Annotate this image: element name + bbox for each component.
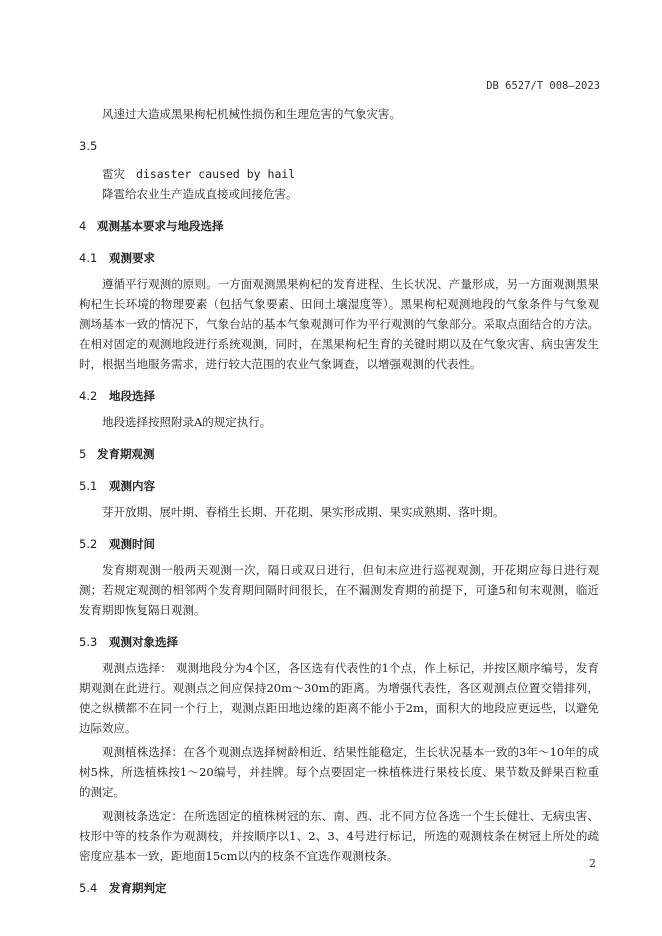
- section-title: 观测基本要求与地段选择: [97, 219, 224, 233]
- term-chinese: 雹灾: [102, 167, 125, 181]
- page-content: [79, 104, 599, 898]
- term-english: disaster caused by hail: [135, 167, 296, 181]
- plot-selection-text: 地段选择按照附录A的规定执行。: [102, 415, 272, 429]
- observation-requirements-text: 遵循平行观测的原则。一方面观测黑果枸杞的发育进程、生长状况、产量形成，另一方面观测黑果枸杞生长环境的物理要素（包括气象要素、田间土壤湿度等）。黑果枸杞观测地段的气象条件与气象观测场基本一致的情况下，气象台站的基本气象观测可作为平行观测的气象部分。采取点面结合的方法。在相对固定的观测地段进行系统观测，同时，在黑果枸杞生育的关键时期以及在气象灾害、病虫害发生时，根据当地服务需求，进行较大范围的农业气象调查，以增强观测的代表性。: [79, 277, 599, 371]
- section-number: 5.4: [79, 881, 98, 895]
- section-5-2-heading: [79, 534, 599, 554]
- section-number: 4: [79, 219, 87, 233]
- term-entry: [79, 164, 599, 184]
- section-number: 5.1: [79, 479, 98, 493]
- section-5-1-heading: [79, 476, 599, 496]
- term-definition: 降雹给农业生产造成直接或间接危害。: [102, 187, 298, 201]
- section-title: 观测对象选择: [109, 635, 178, 649]
- observation-branch-selection-text: 观测枝条选定：在所选固定的植株树冠的东、南、西、北不同方位各选一个生长健壮、无病虫害、枝形中等的枝条作为观测枝，并按顺序以1、2、3、4号进行标记，所选的观测枝条在树冠上所处的疏密度应基本一致，距地面15cm以内的枝条不宜选作观测枝条。: [79, 809, 599, 863]
- paragraph-wind-disaster: 风速过大造成黑果枸杞机械性损伤和生理危害的气象灾害。: [102, 107, 401, 121]
- section-4-1-heading: [79, 248, 599, 268]
- section-title: 发育期判定: [109, 881, 167, 895]
- section-number: 3.5: [79, 139, 98, 153]
- section-title: 观测时间: [109, 537, 155, 551]
- observation-plant-selection-text: 观测植株选择：在各个观测点选择树龄相近、结果性能稳定，生长状况基本一致的3年～10年的成树5株，所选植株按1～20编号，并挂牌。每个点要固定一株植株进行果枝长度、果节数及鲜果百粒重的测定。: [79, 745, 599, 799]
- section-title: 地段选择: [109, 389, 155, 403]
- section-title: 观测要求: [109, 251, 155, 265]
- section-5-4-heading: [79, 878, 599, 898]
- section-number: 5.2: [79, 537, 98, 551]
- section-number: 4.1: [79, 251, 98, 265]
- section-5-heading: [79, 444, 599, 464]
- observation-content-text: 芽开放期、展叶期、春梢生长期、开花期、果实形成期、果实成熟期、落叶期。: [102, 505, 505, 519]
- observation-time-text: 发育期观测一般两天观测一次，隔日或双日进行，但旬末应进行巡视观测，开花期应每日进行观测；若规定观测的相邻两个发育期间隔时间很长，在不漏测发育期的前提下，可逢5和旬末观测，临近发育期即恢复隔日观测。: [79, 563, 599, 617]
- section-title: 发育期观测: [97, 447, 155, 461]
- section-5-3-heading: [79, 632, 599, 652]
- observation-point-selection-text: 观测点选择： 观测地段分为4个区，各区选有代表性的1个点，作上标记，并按区顺序编号，发育期观测在此进行。观测点之间应保持20m～30m的距离。为增强代表性，各区观测点位置交错排列，使之纵横都不在同一个行上，观测点距田地边缘的距离不能小于2m，面积大的地段应更远些，以避免边际效应。: [79, 661, 599, 735]
- section-number: 5.3: [79, 635, 98, 649]
- section-4-heading: [79, 216, 599, 236]
- document-id-header: DB 6527/T 008—2023: [486, 80, 600, 92]
- section-4-2-heading: [79, 386, 599, 406]
- section-title: 观测内容: [109, 479, 155, 493]
- section-number: 5: [79, 447, 87, 461]
- page-number: 2: [589, 857, 596, 870]
- section-3-5-heading: [79, 136, 599, 156]
- section-number: 4.2: [79, 389, 98, 403]
